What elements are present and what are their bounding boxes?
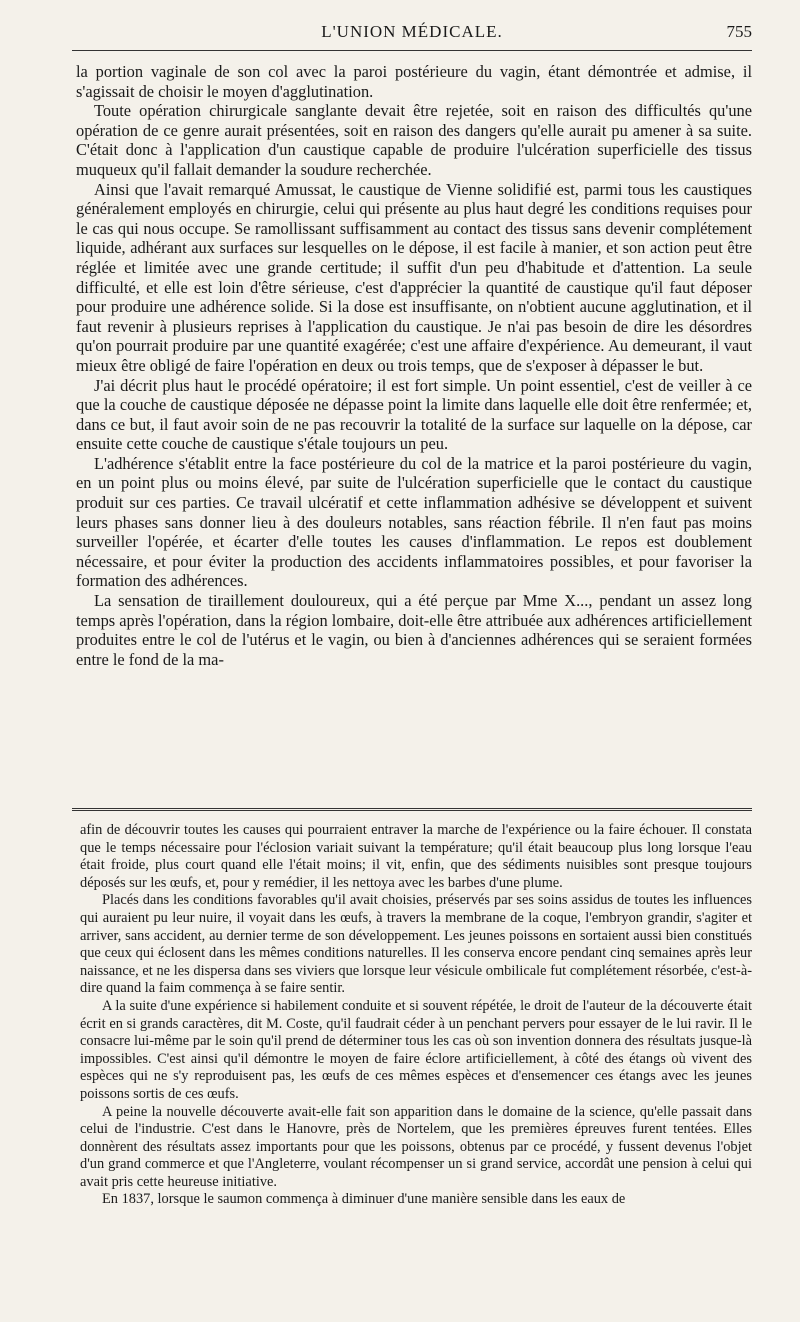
feuilleton-paragraph: Placés dans les conditions favorables qu'il avait choisies, préservés par ses soins assidus de toutes les influences qui auraient pu leur nuire, il voyait dans les œufs, à travers la membrane de la coque, l'embryon grandir, s'agiter et arriver, sans accident, au dernier terme de son développement. Les jeunes poissons en sortaient aussi bien constitués que ceux qui éclosent dans les mêmes conditions naturelles. Il les conserva encore pendant cinq semaines après leur naissance, et ne les dispersa dans ses viviers que lorsque leur vésicule ombilicale fut complétement résorbée, c'est-à-dire quand la faim commença à se faire sentir. [80,892,752,997]
feuilleton-paragraph: afin de découvrir toutes les causes qui pourraient entraver la marche de l'expérience ou la faire échouer. Il constata que le temps nécessaire pour l'éclosion variait suivant la température; qu'il était beaucoup plus long lorsque l'eau était froide, plus court quand elle l'était moins; il vit, enfin, que des sédiments nuisibles sont presque toujours déposés sur les œufs, et, pour y remédier, il les nettoya avec les barbes d'une plume. [80,822,752,891]
feuilleton-paragraph: En 1837, lorsque le saumon commença à diminuer d'une manière sensible dans les eaux de [102,1191,626,1208]
page-number: 755 [726,22,752,41]
main-paragraph: Toute opération chirurgicale sanglante devait être rejetée, soit en raison des difficultés qu'une opération de ce genre aurait présentées, soit en raison des dangers qu'elle aurait pu amener à sa suite. C'était donc à l'application d'un caustique capable de produire l'ulcération superficielle des tissus muqueux qu'il fallait demander la soudure recherchée. [76,101,752,179]
running-header [72,22,752,44]
main-article-body [76,62,752,669]
main-paragraph: L'adhérence s'établit entre la face postérieure du col de la matrice et la paroi postérieure du vagin, en un point plus ou moins élevé, par suite de l'ulcération superficielle que le contact du caustique produit sur ces parties. Ce travail ulcératif et cette inflammation adhésive se développent et suivent leurs phases sans donner lieu à des douleurs notables, sans réaction fébrile. Il n'en faut pas moins surveiller l'opérée, et écarter d'elle toutes les causes d'inflammation. Le repos est doublement nécessaire, et pour éviter la production des accidents inflammatoires possibles, et pour favoriser la formation des adhérences. [76,453,752,591]
main-paragraph: la portion vaginale de son col avec la paroi postérieure du vagin, étant démontrée et admise, il s'agissait de choisir le moyen d'agglutination. [76,62,752,101]
feuilleton-paragraph: A la suite d'une expérience si habilement conduite et si souvent répétée, le droit de l'auteur de la découverte était écrit en si grands caractères, dit M. Coste, qu'il faudrait céder à un penchant pervers pour essayer de le lui ravir. Il le consacre lui-même par le soin qu'il prend de déterminer tous les cas où son invention donnera des résultats jusque-là impossibles. C'est ainsi qu'il démontre le moyen de faire éclore artificiellement, à côté des étangs où vivent des espèces qui ne s'y reproduisent pas, les œufs de ces mêmes espèces et d'ensemencer ces étangs avec les jeunes poissons sortis de ces œufs. [80,997,752,1102]
main-paragraph: J'ai décrit plus haut le procédé opératoire; il est fort simple. Un point essentiel, c'est de veiller à ce que la couche de caustique déposée ne dépasse point la limite dans laquelle elle doit être renfermée; et, dans ce but, il faut avoir soin de ne pas recouvrir la totalité de la surface sur laquelle on la dépose, car ensuite cette couche de caustique s'étale toujours un peu. [76,375,752,454]
main-paragraph: La sensation de tiraillement douloureux, qui a été perçue par Mme X..., pendant un assez long temps après l'opération, dans la région lombaire, doit-elle être attribuée aux adhérences artificiellement produites entre le col de l'utérus et le vagin, ou bien à d'anciennes adhérences qui se seraient formées entre le fond de la ma- [76,591,752,669]
header-rule [72,50,752,51]
feuilleton-paragraph: A peine la nouvelle découverte avait-elle fait son apparition dans le domaine de la science, qu'elle passait dans celui de l'industrie. C'est dans le Hanovre, près de Nortelem, que les premières épreuves furent tentées. Elles donnèrent des résultats assez importants pour que les poissons, obtenus par ce procédé, y fussent devenus l'objet d'un grand commerce et que l'Angleterre, voulant récompenser un si grand service, accordât une pension à celui qui avait pris cette heureuse initiative. [80,1103,752,1190]
main-paragraph: Ainsi que l'avait remarqué Amussat, le caustique de Vienne solidifié est, parmi tous les caustiques généralement employés en chirurgie, celui qui présente au plus haut degré les conditions requises pour le cas qui nous occupe. Se ramollissant suffisamment au contact des tissus sans devenir complétement liquide, adhérant aux surfaces sur lesquelles on le dépose, il est facile à manier, et son action peut être réglée et limitée avec une grande certitude; il suffit d'un peu d'habitude et d'attention. La seule difficulté, et elle est loin d'être sérieuse, c'est d'apprécier la quantité de caustique qu'il faut déposer pour produire une adhérence solide. Si la dose est insuffisante, on n'obtient aucune agglutination, et il faut revenir à plusieurs reprises à l'application du caustique. Je n'ai pas besoin de dire les désordres qu'on pourrait produire par une quantité exagérée; c'est une affaire d'expérience. Au demeurant, il vaut mieux être obligé de faire l'opération en deux ou trois temps, que de s'exposer à dépasser le but. [76,179,752,375]
feuilleton-separator-rule [72,808,752,811]
feuilleton-body [80,822,752,1209]
journal-title: L'UNION MÉDICALE. [321,22,503,41]
